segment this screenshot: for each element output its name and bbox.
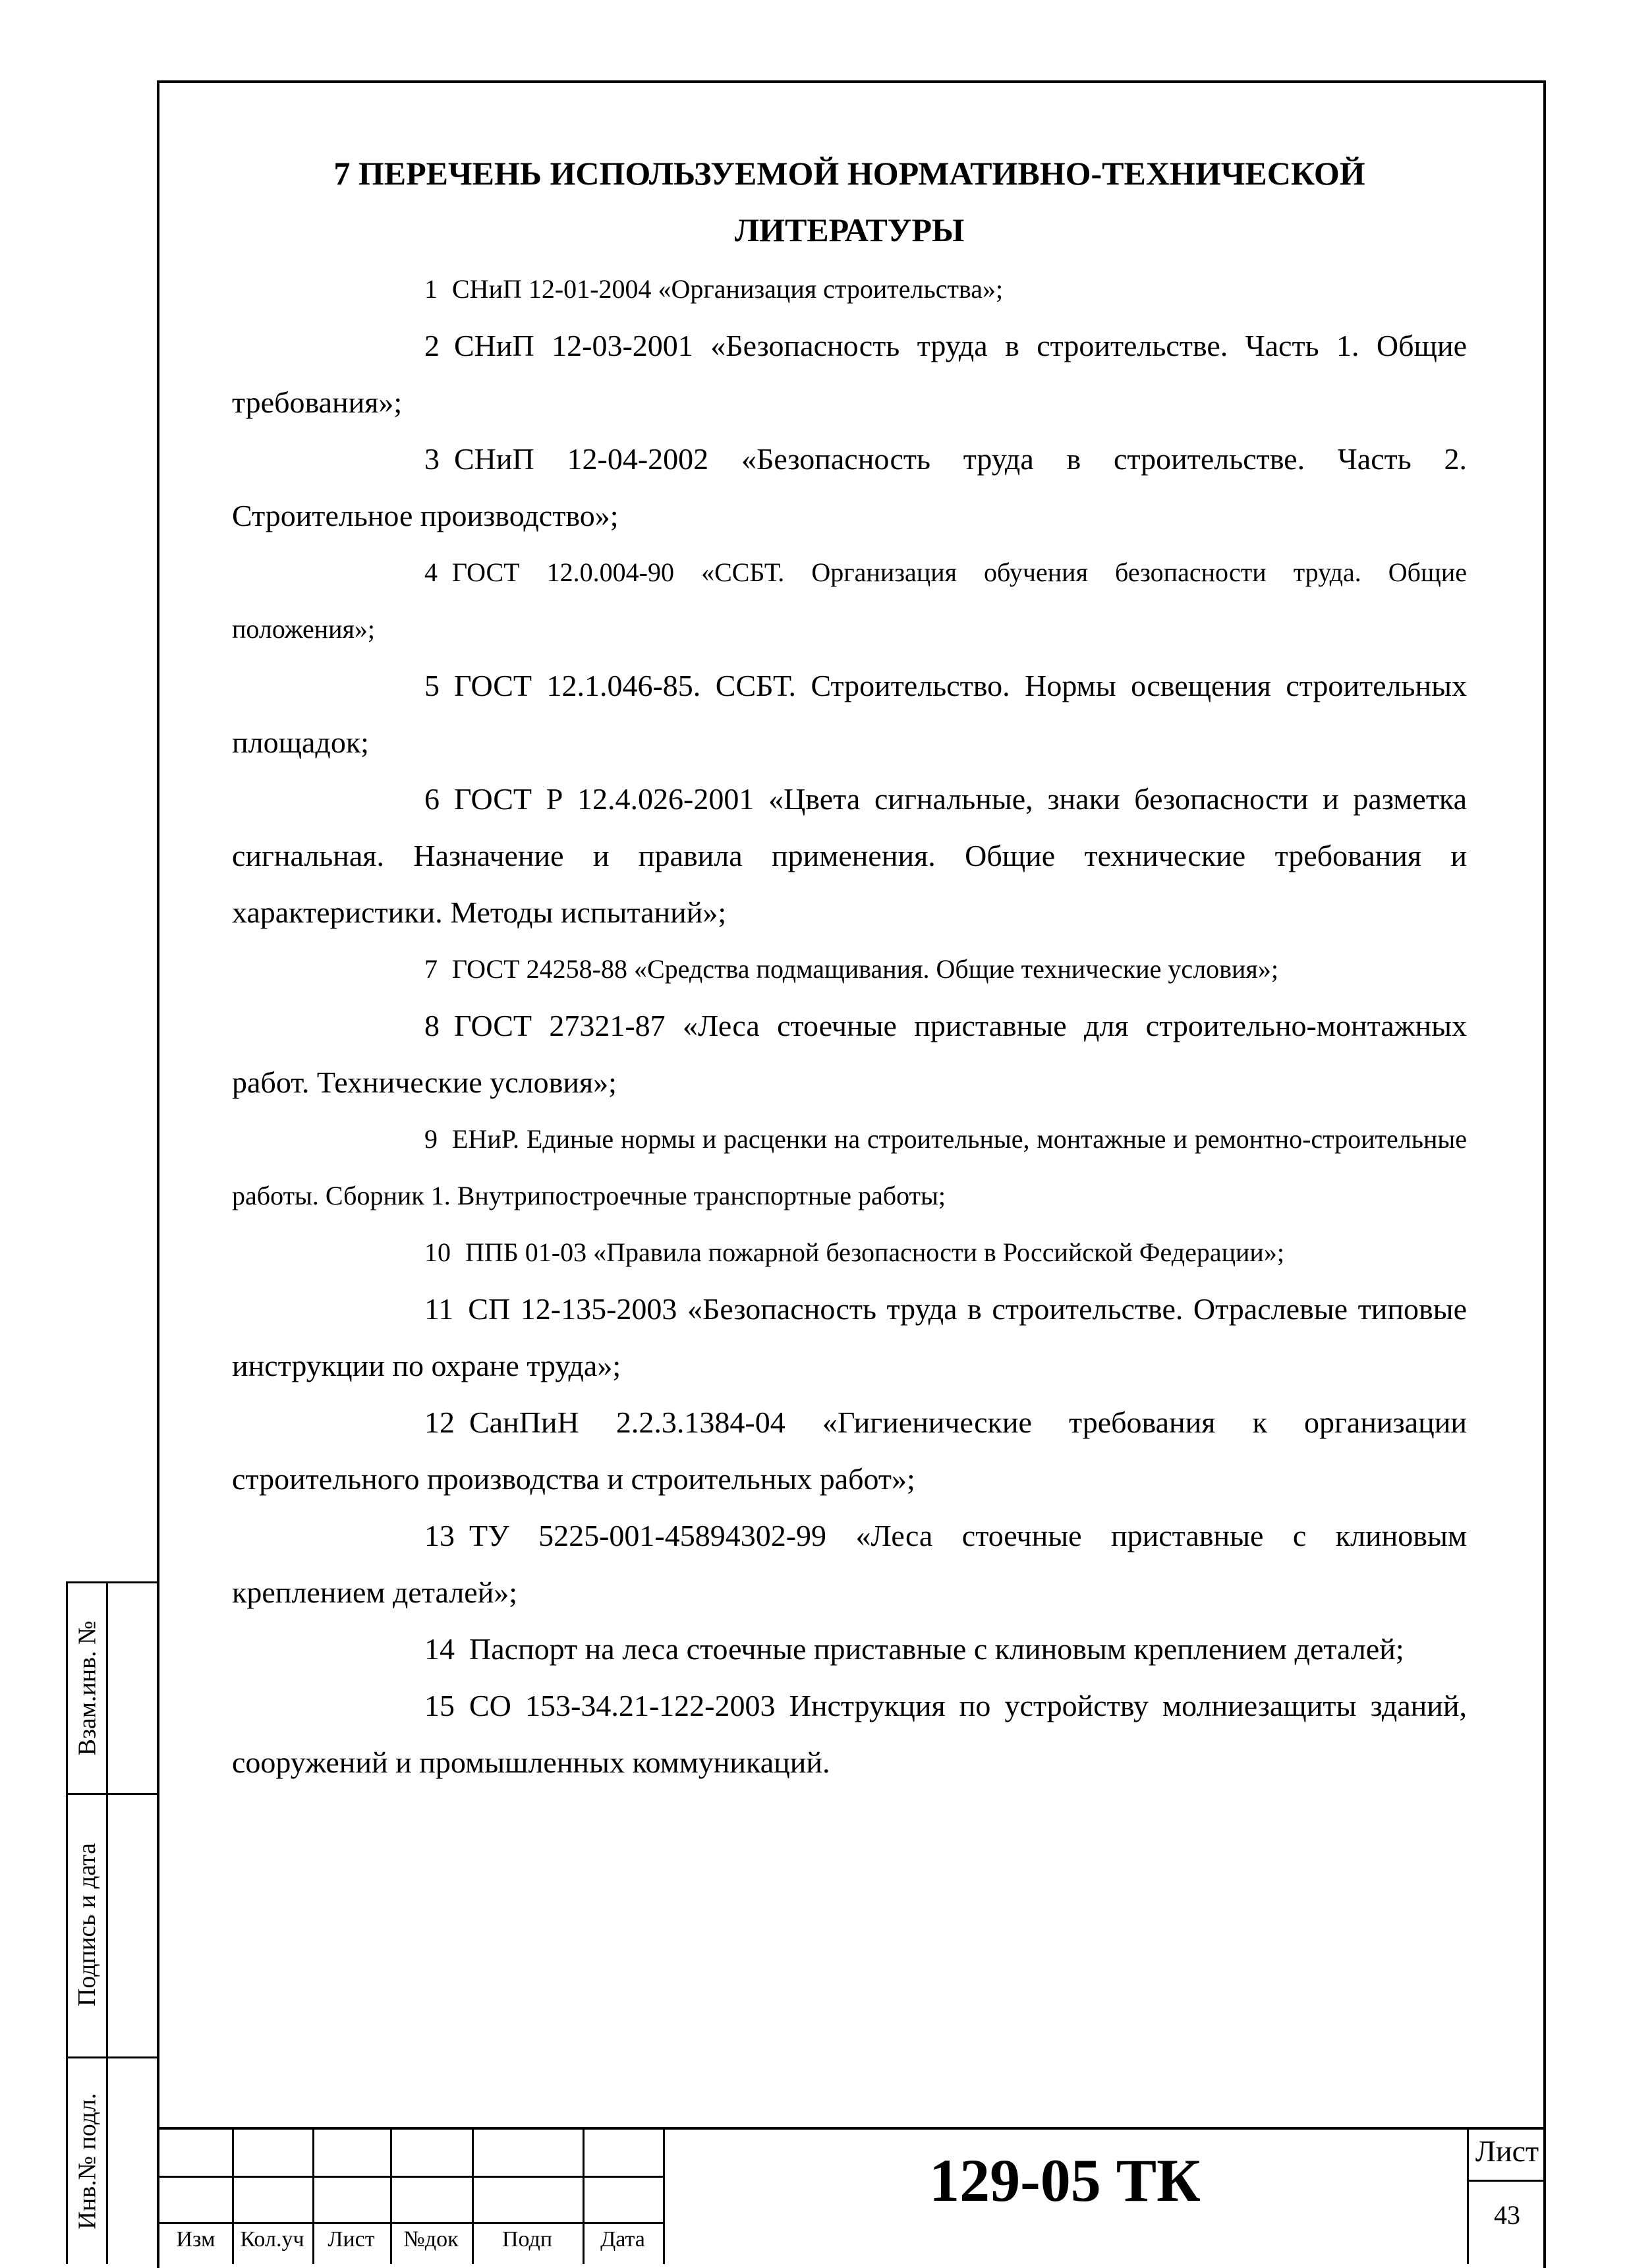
title-block-header: Изм (176, 2227, 215, 2252)
stamp-column-divider (106, 1583, 108, 2264)
document-body (232, 145, 1467, 1791)
reference-item (232, 1224, 1467, 1281)
stamp-signature-date-label: Подпись и дата (73, 1842, 101, 2007)
reference-number: 14 (424, 1632, 455, 1666)
reference-item (232, 1678, 1467, 1791)
section-title-line2: ЛИТЕРАТУРЫ (734, 212, 965, 248)
reference-text: СО 153-34.21-122-2003 Инструкция по устройству молниезащиты зданий, сооружений и промышленных коммуникаций. (232, 1689, 1467, 1779)
reference-text: СанПиН 2.2.3.1384-04 «Гигиенические требования к организации строительного производства и строительных работ»; (232, 1405, 1467, 1496)
reference-item (232, 1281, 1467, 1394)
reference-item (232, 431, 1467, 544)
reference-number: 13 (424, 1519, 455, 1552)
reference-text: СНиП 12-04-2002 «Безопасность труда в строительстве. Часть 2. Строительное производство»; (232, 442, 1467, 532)
sheet-label: Лист (1475, 2134, 1539, 2168)
title-block-row-divider (159, 2222, 663, 2224)
reference-text: СНиП 12-01-2004 «Организация строительства»; (452, 274, 1004, 304)
section-title-line1: 7 ПЕРЕЧЕНЬ ИСПОЛЬЗУЕМОЙ НОРМАТИВНО-ТЕХНИЧЕСКОЙ (333, 155, 1365, 192)
reference-number: 7 (424, 954, 438, 984)
sheet-divider (1467, 2180, 1546, 2182)
stamp-original-inv-no-label: Инв.№ подл. (73, 2093, 101, 2230)
title-block-header: Кол.уч (240, 2227, 304, 2252)
reference-text: ГОСТ 12.0.004-90 «ССБТ. Организация обучения безопасности труда. Общие положения»; (232, 557, 1467, 644)
stamp-original-inv-no (68, 2056, 106, 2266)
reference-number: 1 (424, 274, 438, 304)
side-stamp (66, 1581, 157, 2264)
reference-number: 10 (424, 1237, 451, 1267)
reference-item (232, 1621, 1467, 1678)
reference-number: 2 (424, 329, 440, 362)
reference-text: ЕНиР. Единые нормы и расценки на строительные, монтажные и ремонтно-строительные работы. Сборник 1. Внутрипостроечные транспортные работы; (232, 1124, 1467, 1210)
reference-item (232, 941, 1467, 998)
reference-text: СП 12-135-2003 «Безопасность труда в строительстве. Отраслевые типовые инструкции по охране труда»; (232, 1292, 1467, 1382)
reference-text: ГОСТ 12.1.046-85. ССБТ. Строительство. Нормы освещения строительных площадок; (232, 669, 1467, 759)
reference-number: 4 (424, 557, 438, 587)
reference-list (232, 261, 1467, 1791)
reference-number: 3 (424, 442, 440, 476)
reference-text: ГОСТ Р 12.4.026-2001 «Цвета сигнальные, знаки безопасности и разметка сигнальная. Назначение и правила применения. Общие технические требования и характеристики. Методы испытаний»; (232, 782, 1467, 929)
reference-item (232, 1111, 1467, 1224)
stamp-signature-date (68, 1793, 106, 2056)
stamp-replace-inv-no-label: Взам.инв. № (73, 1620, 101, 1756)
reference-text: СНиП 12-03-2001 «Безопасность труда в строительстве. Часть 1. Общие требования»; (232, 329, 1467, 419)
sheet-number: 43 (1494, 2200, 1520, 2230)
reference-number: 11 (424, 1292, 454, 1326)
reference-item (232, 998, 1467, 1111)
reference-text: ГОСТ 24258-88 «Средства подмащивания. Общие технические условия»; (452, 954, 1278, 984)
reference-text: ГОСТ 27321-87 «Леса стоечные приставные для строительно-монтажных работ. Технические условия»; (232, 1009, 1467, 1099)
reference-text: Паспорт на леса стоечные приставные с клиновым креплением деталей; (469, 1632, 1404, 1666)
reference-item (232, 1508, 1467, 1621)
reference-number: 12 (424, 1405, 455, 1439)
document-code: 129-05 ТК (929, 2147, 1201, 2214)
title-block-header: №док (403, 2227, 459, 2252)
reference-number: 8 (424, 1009, 440, 1042)
stamp-replace-inv-no (68, 1583, 106, 1793)
reference-item (232, 1394, 1467, 1508)
reference-item (232, 318, 1467, 431)
title-block-header: Подп (501, 2227, 553, 2252)
title-block-header: Лист (328, 2227, 375, 2252)
section-title (232, 145, 1467, 258)
reference-item (232, 544, 1467, 658)
title-block-header: Дата (600, 2227, 645, 2252)
title-block (159, 2127, 1546, 2264)
reference-number: 9 (424, 1124, 438, 1154)
title-block-row-divider (159, 2176, 663, 2178)
reference-number: 5 (424, 669, 440, 702)
reference-item (232, 261, 1467, 318)
reference-number: 6 (424, 782, 440, 816)
reference-item (232, 771, 1467, 941)
reference-text: ТУ 5225-001-45894302-99 «Леса стоечные приставные с клиновым креплением деталей»; (232, 1519, 1467, 1609)
reference-text: ППБ 01-03 «Правила пожарной безопасности в Российской Федерации»; (465, 1237, 1284, 1267)
reference-number: 15 (424, 1689, 455, 1722)
reference-item (232, 658, 1467, 771)
